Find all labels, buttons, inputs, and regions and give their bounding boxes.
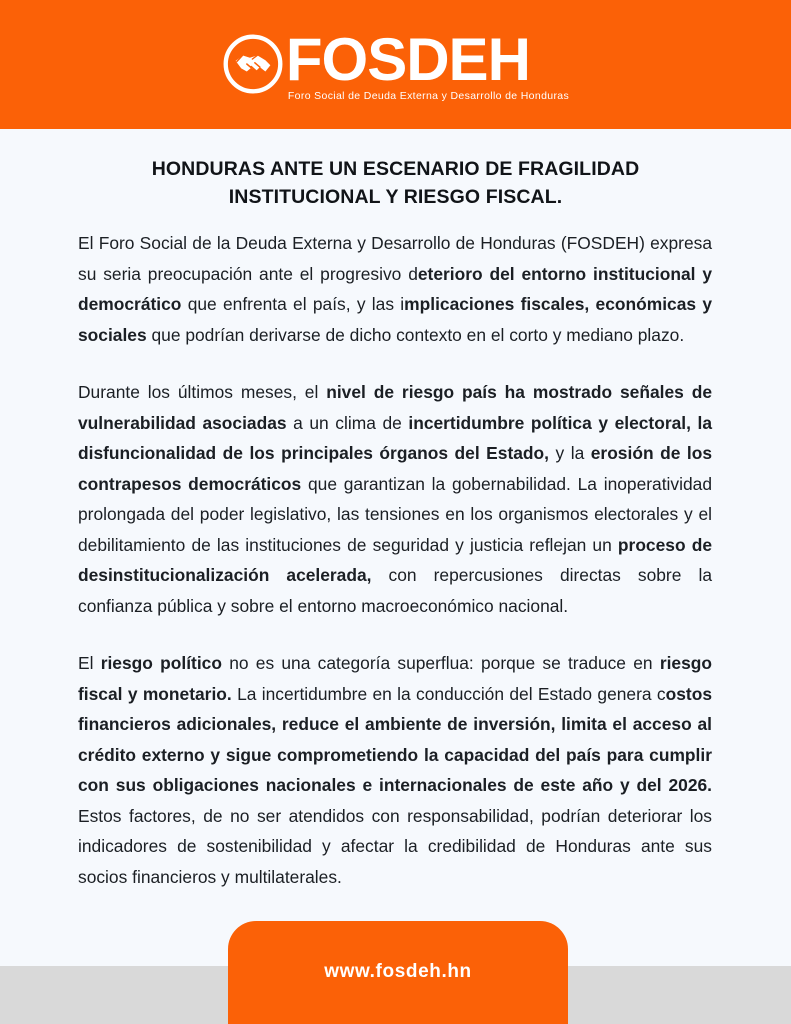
fosdeh-logo: [222, 25, 570, 103]
handshake-in-circle-icon: [222, 33, 284, 95]
logo-wordmark: FOSDEH: [285, 25, 530, 93]
paragraph-1: El Foro Social de la Deuda Externa y Desarrollo de Honduras (FOSDEH) expresa su seria preocupación ante el progresivo deterioro del entorno institucional y democrático que enfrenta el país, y las implicaciones fiscales, económicas y sociales que podrían derivarse de dicho contexto en el corto y mediano plazo.: [78, 233, 712, 345]
page-title-line-1: HONDURAS ANTE UN ESCENARIO DE FRAGILIDAD: [151, 158, 640, 180]
header-banner: [0, 0, 791, 129]
statement-body: [78, 228, 712, 892]
website-link[interactable]: www.fosdeh.hn: [324, 961, 472, 982]
page-title-line-2: INSTITUCIONAL Y RIESGO FISCAL.: [228, 186, 563, 208]
paragraph-3: El riesgo político no es una categoría superflua: porque se traduce en riesgo fiscal y monetario. La incertidumbre en la conducción del Estado genera costos financieros adicionales, reduce el ambiente de inversión, limita el acceso al crédito externo y sigue comprometiendo la capacidad del país para cumplir con sus obligaciones nacionales e internacionales de este año y del 2026. Estos factores, de no ser atendidos con responsabilidad, podrían deteriorar los indicadores de sostenibilidad y afectar la credibilidad de Honduras ante sus socios financieros y multilaterales.: [78, 653, 713, 887]
logo-text-block: [285, 25, 570, 103]
logo-tagline: Foro Social de Deuda Externa y Desarrollo de Honduras: [287, 89, 570, 102]
footer-website-card: [228, 921, 568, 1024]
paragraph-2: Durante los últimos meses, el nivel de riesgo país ha mostrado señales de vulnerabilidad asociadas a un clima de incertidumbre política y electoral, la disfuncionalidad de los principales órganos del Estado, y la erosión de los contrapesos democráticos que garantizan la gobernabilidad. La inoperatividad prolongada del poder legislativo, las tensiones en los organismos electorales y el debilitamiento de las instituciones de seguridad y justicia reflejan un proceso de desinstitucionalización acelerada, con repercusiones directas sobre la confianza pública y sobre el entorno macroeconómico nacional.: [78, 382, 713, 616]
page-title: [60, 155, 731, 211]
